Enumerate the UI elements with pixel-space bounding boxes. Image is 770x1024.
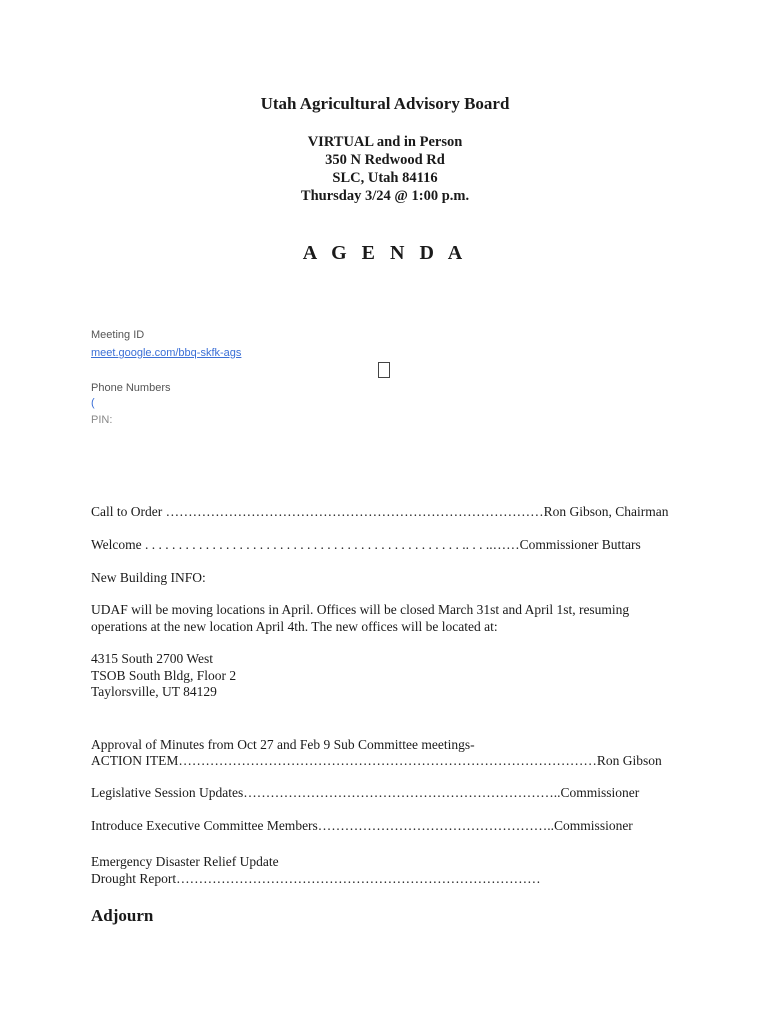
- meeting-id-label: Meeting ID: [91, 329, 145, 341]
- agenda-item-action: ACTION ITEM…………………………………………………………………………………Ron Gibson: [91, 753, 662, 768]
- agenda-item-legislative: Legislative Session Updates……………………………………………………………..Commissioner: [91, 785, 640, 800]
- address-line-building: TSOB South Bldg, Floor 2: [91, 668, 237, 683]
- move-notice-line-2: operations at the new location April 4th. The new offices will be located at:: [91, 619, 498, 634]
- meeting-link[interactable]: meet.google.com/bbq-skfk-ags: [91, 347, 242, 359]
- move-notice-line-1: UDAF will be moving locations in April. Offices will be closed March 31st and April 1st, resuming: [91, 602, 630, 617]
- document-title: Utah Agricultural Advisory Board: [260, 94, 510, 113]
- adjourn-heading: Adjourn: [91, 906, 154, 925]
- phone-numbers-label: Phone Numbers: [91, 382, 171, 394]
- header-line-date: Thursday 3/24 @ 1:00 p.m.: [300, 188, 470, 204]
- agenda-heading: A G E N D A: [302, 242, 468, 264]
- missing-glyph-icon: [378, 362, 390, 378]
- agenda-item-drought: Drought Report………………………………………………………………………: [91, 871, 541, 886]
- pin-label: PIN:: [91, 414, 113, 426]
- agenda-item-welcome: Welcome . . . . . . . . . . . . . . . . . . . . . . . . . . . . . . . . . . . . . . . . . . . . . . . .. . . ..……Commissioner Buttars: [91, 537, 641, 552]
- header-line-virtual: VIRTUAL and in Person: [307, 134, 463, 150]
- header-line-city: SLC, Utah 84116: [332, 170, 438, 186]
- agenda-item-call-to-order: Call to Order …………………………………………………………………………Ron Gibson, Chairman: [91, 504, 669, 519]
- phone-number-value[interactable]: (: [91, 397, 95, 409]
- header-line-street: 350 N Redwood Rd: [325, 152, 445, 168]
- agenda-item-emergency: Emergency Disaster Relief Update: [91, 854, 279, 869]
- agenda-item-new-building: New Building INFO:: [91, 570, 206, 585]
- address-line-street: 4315 South 2700 West: [91, 651, 214, 666]
- agenda-item-executive: Introduce Executive Committee Members……………………………………………..Commissioner: [91, 818, 633, 833]
- agenda-item-approval: Approval of Minutes from Oct 27 and Feb 9 Sub Committee meetings-: [91, 737, 475, 752]
- address-line-city: Taylorsville, UT 84129: [91, 684, 217, 699]
